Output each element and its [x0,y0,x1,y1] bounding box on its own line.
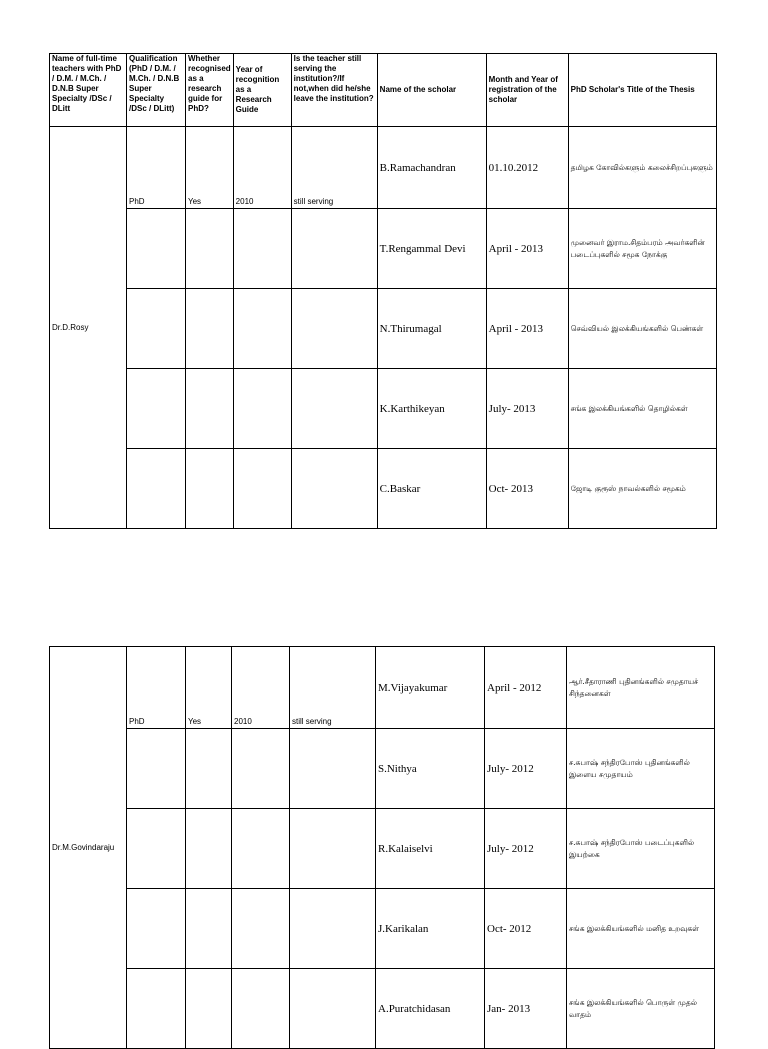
empty-cell [290,969,376,1049]
year-cell: 2010 [233,127,291,209]
scholar-name: J.Karikalan [376,889,485,969]
scholar-name: K.Karthikeyan [377,369,486,449]
empty-cell [127,449,186,529]
header-row [50,54,717,127]
empty-cell [186,449,234,529]
empty-cell [232,969,290,1049]
empty-cell [233,449,291,529]
thesis-title: சங்க இலக்கியங்களில் தொழில்கள் [568,369,716,449]
registration-date: April - 2012 [485,647,567,729]
table-row [50,127,717,209]
scholar-name: S.Nithya [376,729,485,809]
year-cell: 2010 [232,647,290,729]
scholar-name: T.Rengammal Devi [377,209,486,289]
header-year: Year of recognition as a Research Guide [233,54,291,127]
empty-cell [291,289,377,369]
thesis-title: தமிழக கோவில்களும் கலைச்சிறப்புகளும் [568,127,716,209]
empty-cell [127,729,186,809]
scholar-name: B.Ramachandran [377,127,486,209]
table-row [50,889,715,969]
header-teacher-name: Name of full-time teachers with PhD / D.M. / M.Ch. / D.N.B Super Specialty /DSc / DLitt [50,54,127,127]
empty-cell [232,729,290,809]
registration-date: Oct- 2012 [485,889,567,969]
recognised-cell: Yes [186,127,234,209]
empty-cell [127,809,186,889]
empty-cell [233,369,291,449]
teacher-name: Dr.M.Govindaraju [50,647,127,1049]
empty-cell [127,969,186,1049]
registration-date: Oct- 2013 [486,449,568,529]
thesis-title: ச.சுபாஷ் சந்திரபோஸ் புதினங்களில் இளைய சமுதாயம் [567,729,715,809]
thesis-title: ஆர்.சீதாராணி புதினங்களில் சமுதாயச் சிந்தனைகள் [567,647,715,729]
empty-cell [291,449,377,529]
scholars-table-2 [49,646,715,1049]
registration-date: July- 2013 [486,369,568,449]
empty-cell [291,209,377,289]
empty-cell [186,289,234,369]
thesis-title: ச.சுபாஷ் சந்திரபோஸ் படைப்புகளில் இயற்கை [567,809,715,889]
table-row [50,809,715,889]
registration-date: July- 2012 [485,809,567,889]
header-registration: Month and Year of registration of the scholar [486,54,568,127]
thesis-title: சங்க இலக்கியங்களில் பொருள் முதல் வாதம் [567,969,715,1049]
scholar-name: M.Vijayakumar [376,647,485,729]
empty-cell [233,209,291,289]
empty-cell [186,889,232,969]
empty-cell [186,809,232,889]
thesis-title: சங்க இலக்கியங்களில் மனித உறவுகள் [567,889,715,969]
header-qualification: Qualification (PhD / D.M. / M.Ch. / D.N.B Super Specialty /DSc / DLitt) [127,54,186,127]
table-row [50,647,715,729]
table-row [50,729,715,809]
empty-cell [127,889,186,969]
registration-date: April - 2013 [486,289,568,369]
table-row [50,369,717,449]
scholar-name: C.Baskar [377,449,486,529]
empty-cell [232,889,290,969]
empty-cell [127,289,186,369]
thesis-title: ஜோடி குரூஸ் நாவல்களில் சமூகம் [568,449,716,529]
table-row [50,289,717,369]
serving-cell: still serving [290,647,376,729]
empty-cell [290,889,376,969]
recognised-cell: Yes [186,647,232,729]
table-row [50,449,717,529]
qualification-cell: PhD [127,647,186,729]
empty-cell [291,369,377,449]
header-scholar: Name of the scholar [377,54,486,127]
thesis-title: முனைவர் இராம.சிதம்பரம் அவர்களின் படைப்புகளில் சமூக நோக்கு [568,209,716,289]
header-thesis: PhD Scholar's Title of the Thesis [568,54,716,127]
empty-cell [232,809,290,889]
table-row [50,209,717,289]
qualification-cell: PhD [127,127,186,209]
header-recognised: Whether recognised as a research guide for PhD? [186,54,234,127]
empty-cell [186,729,232,809]
empty-cell [186,969,232,1049]
scholar-name: A.Puratchidasan [376,969,485,1049]
empty-cell [186,369,234,449]
registration-date: 01.10.2012 [486,127,568,209]
serving-cell: still serving [291,127,377,209]
empty-cell [127,369,186,449]
registration-date: April - 2013 [486,209,568,289]
table-row [50,969,715,1049]
empty-cell [186,209,234,289]
teacher-name: Dr.D.Rosy [50,127,127,529]
empty-cell [290,809,376,889]
registration-date: Jan- 2013 [485,969,567,1049]
scholars-table-1 [49,53,717,529]
scholar-name: R.Kalaiselvi [376,809,485,889]
thesis-title: செவ்வியல் இலக்கியங்களில் பெண்கள் [568,289,716,369]
scholar-name: N.Thirumagal [377,289,486,369]
empty-cell [233,289,291,369]
header-serving: Is the teacher still serving the institution?/If not,when did he/she leave the institution? [291,54,377,127]
empty-cell [127,209,186,289]
empty-cell [290,729,376,809]
registration-date: July- 2012 [485,729,567,809]
